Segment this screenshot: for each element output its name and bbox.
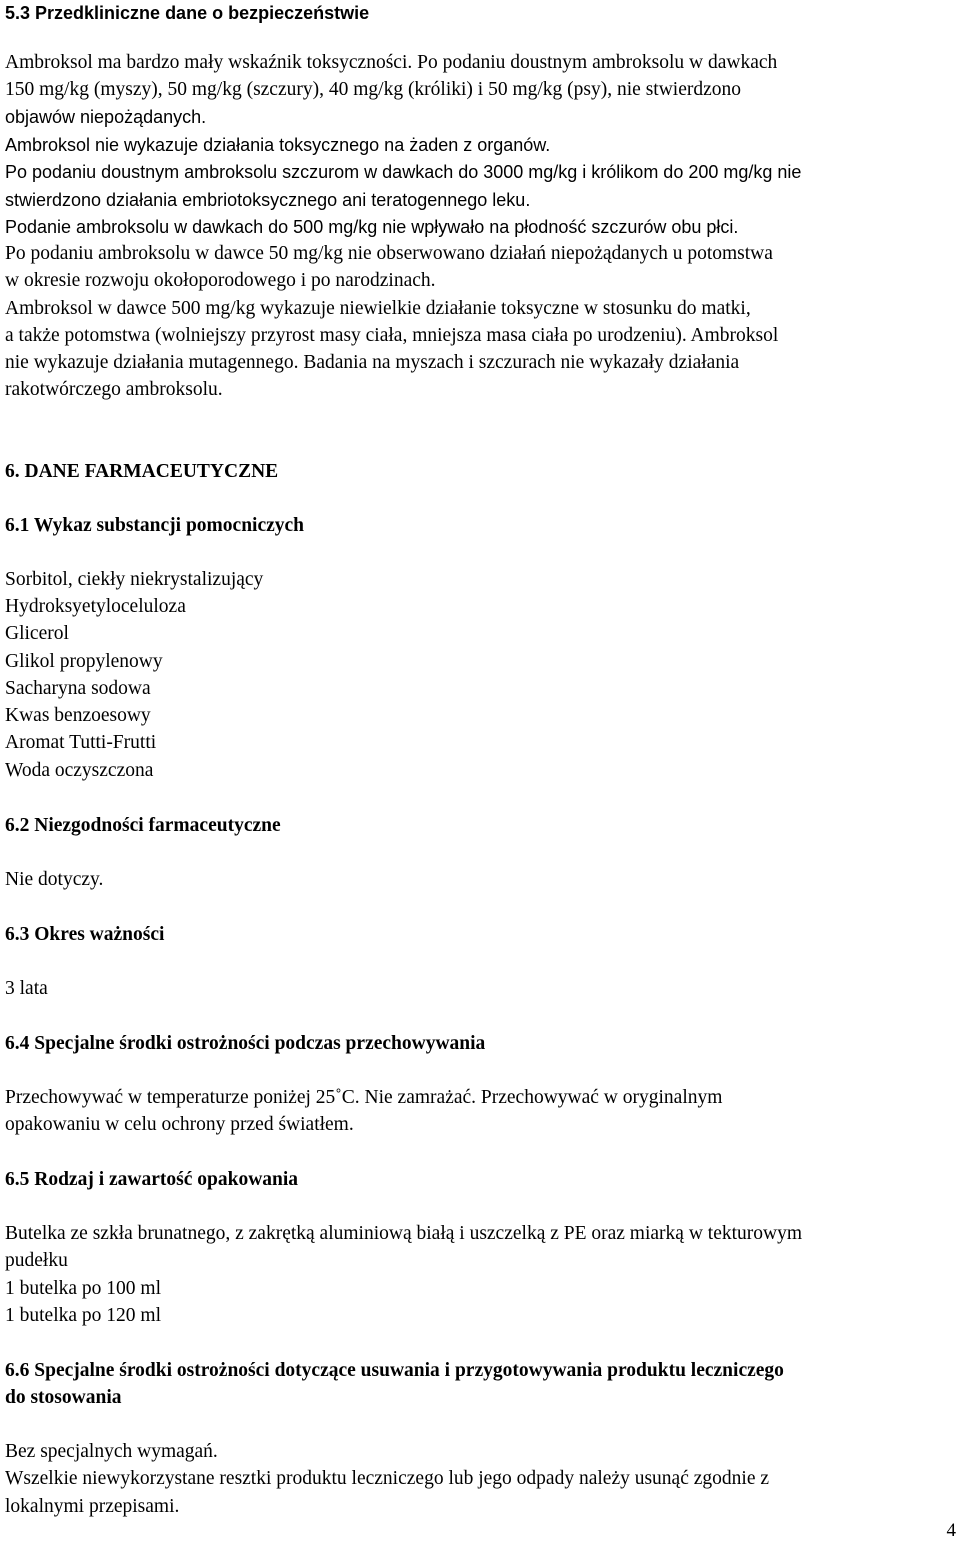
section-5-3-line: Ambroksol ma bardzo mały wskaźnik toksyczności. Po podaniu doustnym ambroksolu w dawkach bbox=[5, 52, 778, 73]
section-5-3-line: 150 mg/kg (myszy), 50 mg/kg (szczury), 40 mg/kg (króliki) i 50 mg/kg (psy), nie stwierdzono bbox=[5, 79, 742, 100]
section-5-3-line: Podanie ambroksolu w dawkach do 500 mg/kg nie wpływało na płodność szczurów obu płci. bbox=[5, 217, 739, 237]
excipient-item: Sacharyna sodowa bbox=[5, 678, 151, 699]
section-6-6-heading: 6.6 Specjalne środki ostrożności dotyczące usuwania i przygotowywania produktu leczniczego bbox=[5, 1360, 784, 1381]
section-6-3-heading: 6.3 Okres ważności bbox=[5, 924, 165, 945]
section-5-3-line: Ambroksol w dawce 500 mg/kg wykazuje niewielkie działanie toksyczne w stosunku do matki, bbox=[5, 298, 751, 319]
excipient-item: Kwas benzoesowy bbox=[5, 705, 151, 726]
section-5-3-line: Po podaniu ambroksolu w dawce 50 mg/kg nie obserwowano działań niepożądanych u potomstwa bbox=[5, 243, 773, 264]
section-5-3-line: a także potomstwa (wolniejszy przyrost masy ciała, mniejsza masa ciała po urodzeniu). Ambroksol bbox=[5, 325, 779, 346]
section-5-3-line: rakotwórczego ambroksolu. bbox=[5, 379, 223, 400]
section-5-3-line: w okresie rozwoju okołoporodowego i po narodzinach. bbox=[5, 270, 436, 291]
excipient-item: Aromat Tutti-Frutti bbox=[5, 732, 157, 753]
section-6-4-line: opakowaniu w celu ochrony przed światłem. bbox=[5, 1114, 354, 1135]
section-6-6-heading: do stosowania bbox=[5, 1387, 122, 1408]
section-6-2-heading: 6.2 Niezgodności farmaceutyczne bbox=[5, 815, 281, 836]
excipient-item: Woda oczyszczona bbox=[5, 760, 154, 781]
section-5-3-line: objawów niepożądanych. bbox=[5, 107, 207, 127]
section-6-2-text: Nie dotyczy. bbox=[5, 869, 104, 890]
section-5-3-line: Ambroksol nie wykazuje działania toksycznego na żaden z organów. bbox=[5, 135, 551, 155]
excipient-item: Hydroksyetyloceluloza bbox=[5, 596, 186, 617]
section-6-1-heading: 6.1 Wykaz substancji pomocniczych bbox=[5, 515, 305, 536]
excipient-item: Glikol propylenowy bbox=[5, 651, 163, 672]
section-5-3-line: stwierdzono działania embriotoksycznego ani teratogennego leku. bbox=[5, 190, 531, 210]
section-5-3-heading: 5.3 Przedkliniczne dane o bezpieczeństwie bbox=[5, 3, 370, 23]
section-6-4-line: Przechowywać w temperaturze poniżej 25˚C. Nie zamrażać. Przechowywać w oryginalnym bbox=[5, 1087, 723, 1108]
excipient-item: Sorbitol, ciekły niekrystalizujący bbox=[5, 569, 264, 590]
section-6-4-heading: 6.4 Specjalne środki ostrożności podczas przechowywania bbox=[5, 1033, 486, 1054]
section-6-5-line: Butelka ze szkła brunatnego, z zakrętką aluminiową białą i uszczelką z PE oraz miarką w tekturowym bbox=[5, 1223, 803, 1244]
page-number: 4 bbox=[946, 1520, 956, 1541]
section-6-5-line: 1 butelka po 100 ml bbox=[5, 1278, 161, 1299]
section-6-6-line: Wszelkie niewykorzystane resztki produktu leczniczego lub jego odpady należy usunąć zgodnie z bbox=[5, 1468, 770, 1489]
section-6-3-text: 3 lata bbox=[5, 978, 48, 999]
section-6-5-line: 1 butelka po 120 ml bbox=[5, 1305, 161, 1326]
section-6-6-line: Bez specjalnych wymagań. bbox=[5, 1441, 218, 1462]
excipient-item: Glicerol bbox=[5, 623, 69, 644]
section-5-3-line: Po podaniu doustnym ambroksolu szczurom w dawkach do 3000 mg/kg i królikom do 200 mg/kg nie bbox=[5, 162, 802, 182]
section-5-3-line: nie wykazuje działania mutagennego. Badania na myszach i szczurach nie wykazały działania bbox=[5, 352, 740, 373]
section-6-5-line: pudełku bbox=[5, 1250, 68, 1271]
section-6-5-heading: 6.5 Rodzaj i zawartość opakowania bbox=[5, 1169, 299, 1190]
section-6-heading: 6. DANE FARMACEUTYCZNE bbox=[5, 461, 279, 482]
section-6-6-line: lokalnymi przepisami. bbox=[5, 1496, 180, 1517]
